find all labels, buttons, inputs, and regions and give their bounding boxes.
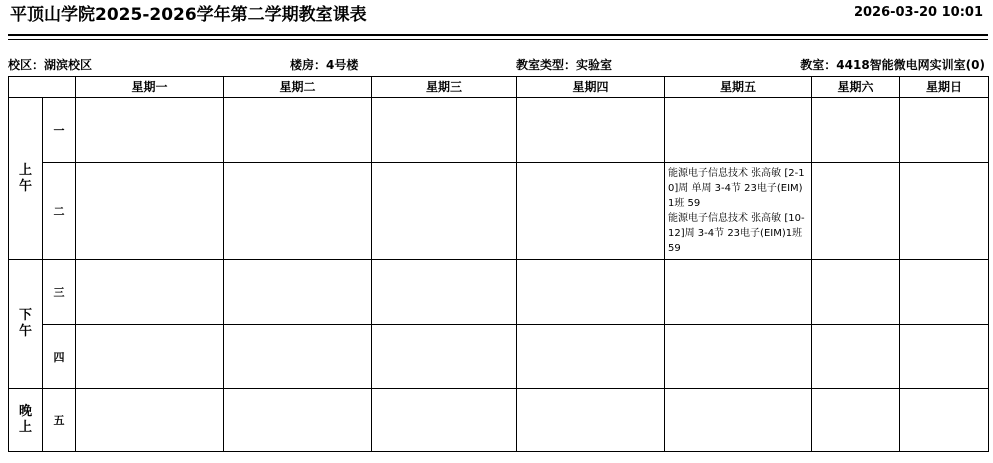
slot-mon-p4 [76, 325, 224, 389]
slot-thu-p4 [517, 325, 665, 389]
slot-fri-p4 [665, 325, 812, 389]
slot-wed-p2 [372, 163, 517, 260]
slot-fri-p3 [665, 260, 812, 325]
slot-tue-p2 [224, 163, 372, 260]
table-row [9, 260, 989, 325]
period-group-morning: 上午 [9, 98, 43, 260]
page-title: 平顶山学院2025-2026学年第二学期教室课表 [10, 5, 367, 25]
slot-tue-p3 [224, 260, 372, 325]
slot-sun-p2 [900, 163, 989, 260]
period-number-3: 三 [43, 260, 76, 325]
table-row [9, 98, 989, 163]
slot-sat-p5 [812, 389, 900, 452]
slot-sat-p1 [812, 98, 900, 163]
slot-thu-p5 [517, 389, 665, 452]
course-entry: 能源电子信息技术 张高敏 [10-12]周 3-4节 23电子(EIM)1班 59 [668, 213, 805, 254]
slot-tue-p1 [224, 98, 372, 163]
slot-mon-p3 [76, 260, 224, 325]
table-row [9, 389, 989, 452]
slot-fri-p5 [665, 389, 812, 452]
slot-wed-p3 [372, 260, 517, 325]
slot-thu-p1 [517, 98, 665, 163]
day-header-sat: 星期六 [812, 77, 900, 98]
print-timestamp: 2026-03-20 10:01 [853, 5, 983, 20]
building-label: 楼房：4号楼 [290, 58, 359, 72]
header-divider-thin [8, 39, 988, 40]
campus-label: 校区：湖滨校区 [8, 58, 93, 72]
period-number-5: 五 [43, 389, 76, 452]
slot-thu-p3 [517, 260, 665, 325]
slot-sat-p4 [812, 325, 900, 389]
slot-wed-p5 [372, 389, 517, 452]
course-entry: 能源电子信息技术 张高敏 [2-10]周 单周 3-4节 23电子(EIM)1班 59 [668, 168, 805, 209]
slot-tue-p5 [224, 389, 372, 452]
slot-sun-p5 [900, 389, 989, 452]
slot-thu-p2 [517, 163, 665, 260]
slot-tue-p4 [224, 325, 372, 389]
period-number-4: 四 [43, 325, 76, 389]
period-group-evening: 晚上 [9, 389, 43, 452]
day-header-fri: 星期五 [665, 77, 812, 98]
table-row [9, 163, 989, 260]
slot-mon-p1 [76, 98, 224, 163]
table-row [9, 325, 989, 389]
period-number-1: 一 [43, 98, 76, 163]
slot-mon-p5 [76, 389, 224, 452]
slot-sun-p1 [900, 98, 989, 163]
day-header-wed: 星期三 [372, 77, 517, 98]
room-type-label: 教室类型：实验室 [516, 58, 613, 72]
corner-cell [9, 77, 76, 98]
timetable-header-row [9, 77, 989, 98]
room-label: 教室：4418智能微电网实训室(0) [800, 58, 985, 72]
day-header-sun: 星期日 [900, 77, 989, 98]
slot-sat-p3 [812, 260, 900, 325]
day-header-mon: 星期一 [76, 77, 224, 98]
day-header-tue: 星期二 [224, 77, 372, 98]
period-group-afternoon: 下午 [9, 260, 43, 389]
slot-sun-p4 [900, 325, 989, 389]
slot-fri-p2 [665, 163, 812, 260]
period-number-2: 二 [43, 163, 76, 260]
slot-wed-p4 [372, 325, 517, 389]
slot-fri-p1 [665, 98, 812, 163]
slot-wed-p1 [372, 98, 517, 163]
day-header-thu: 星期四 [517, 77, 665, 98]
header-divider-thick [8, 34, 988, 36]
timetable [8, 76, 989, 452]
slot-sat-p2 [812, 163, 900, 260]
slot-sun-p3 [900, 260, 989, 325]
slot-mon-p2 [76, 163, 224, 260]
